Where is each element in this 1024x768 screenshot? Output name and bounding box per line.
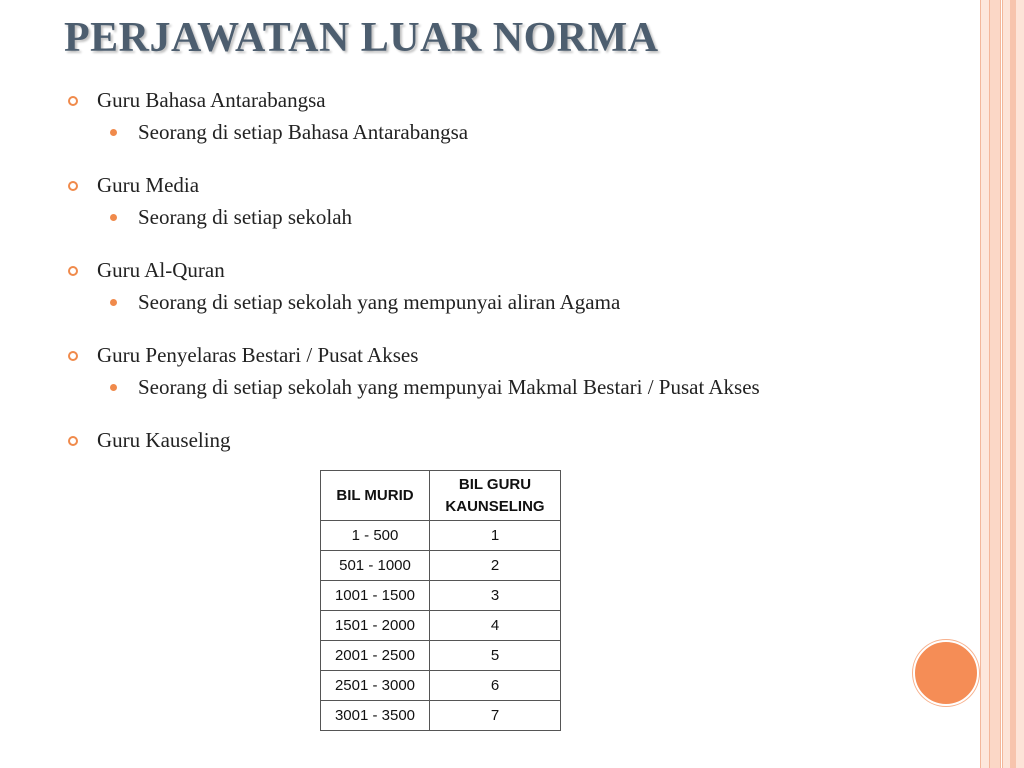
bullet-label: Guru Media <box>97 173 200 197</box>
counselor-table <box>320 470 561 731</box>
bullet-item <box>64 426 964 454</box>
decorative-circle <box>913 640 979 706</box>
dot-bullet-icon <box>110 299 117 306</box>
table-header-cell: BIL GURU KAUNSELING <box>430 471 561 521</box>
sub-bullet-item <box>64 288 964 316</box>
bullet-group <box>64 171 964 231</box>
table-row <box>321 581 561 611</box>
table-cell: 3 <box>430 581 561 611</box>
table-row <box>321 701 561 731</box>
table-cell: 3001 - 3500 <box>321 701 430 731</box>
bullet-group <box>64 426 964 454</box>
table-cell: 2501 - 3000 <box>321 671 430 701</box>
table-cell: 7 <box>430 701 561 731</box>
dot-bullet-icon <box>110 384 117 391</box>
table-header-row <box>321 471 561 521</box>
table-cell: 4 <box>430 611 561 641</box>
slide-title: PERJAWATAN LUAR NORMA <box>64 15 659 61</box>
sub-bullet-label: Seorang di setiap Bahasa Antarabangsa <box>138 120 469 144</box>
bullet-item <box>64 341 964 369</box>
table-cell: 1 <box>430 521 561 551</box>
dot-bullet-icon <box>110 214 117 221</box>
table-cell: 501 - 1000 <box>321 551 430 581</box>
table-row <box>321 551 561 581</box>
table-cell: 5 <box>430 641 561 671</box>
table-cell: 2001 - 2500 <box>321 641 430 671</box>
bullet-label: Guru Al-Quran <box>97 258 225 282</box>
bullet-list <box>64 86 964 479</box>
ring-bullet-icon <box>68 266 78 276</box>
ring-bullet-icon <box>68 436 78 446</box>
bullet-label: Guru Penyelaras Bestari / Pusat Akses <box>97 343 419 367</box>
bullet-group <box>64 86 964 146</box>
table-row <box>321 671 561 701</box>
ring-bullet-icon <box>68 181 78 191</box>
table-cell: 6 <box>430 671 561 701</box>
table-cell: 1 - 500 <box>321 521 430 551</box>
table-row <box>321 641 561 671</box>
table-cell: 2 <box>430 551 561 581</box>
sub-bullet-label: Seorang di setiap sekolah yang mempunyai Makmal Bestari / Pusat Akses <box>138 375 760 399</box>
bullet-item <box>64 86 964 114</box>
decorative-stripe <box>990 0 1001 768</box>
ring-bullet-icon <box>68 351 78 361</box>
table-row <box>321 521 561 551</box>
decorative-stripe <box>980 0 990 768</box>
bullet-item <box>64 171 964 199</box>
dot-bullet-icon <box>110 129 117 136</box>
sub-bullet-item <box>64 118 964 146</box>
table-header-cell: BIL MURID <box>321 471 430 521</box>
table-row <box>321 611 561 641</box>
bullet-group <box>64 341 964 401</box>
table-cell: 1501 - 2000 <box>321 611 430 641</box>
sub-bullet-item <box>64 203 964 231</box>
bullet-item <box>64 256 964 284</box>
table-cell: 1001 - 1500 <box>321 581 430 611</box>
sub-bullet-label: Seorang di setiap sekolah yang mempunyai aliran Agama <box>138 290 621 314</box>
ring-bullet-icon <box>68 96 78 106</box>
decorative-stripe <box>1010 0 1016 768</box>
sub-bullet-label: Seorang di setiap sekolah <box>138 205 353 229</box>
bullet-label: Guru Kauseling <box>97 428 231 452</box>
sub-bullet-item <box>64 373 964 401</box>
bullet-group <box>64 256 964 316</box>
bullet-label: Guru Bahasa Antarabangsa <box>97 88 326 112</box>
